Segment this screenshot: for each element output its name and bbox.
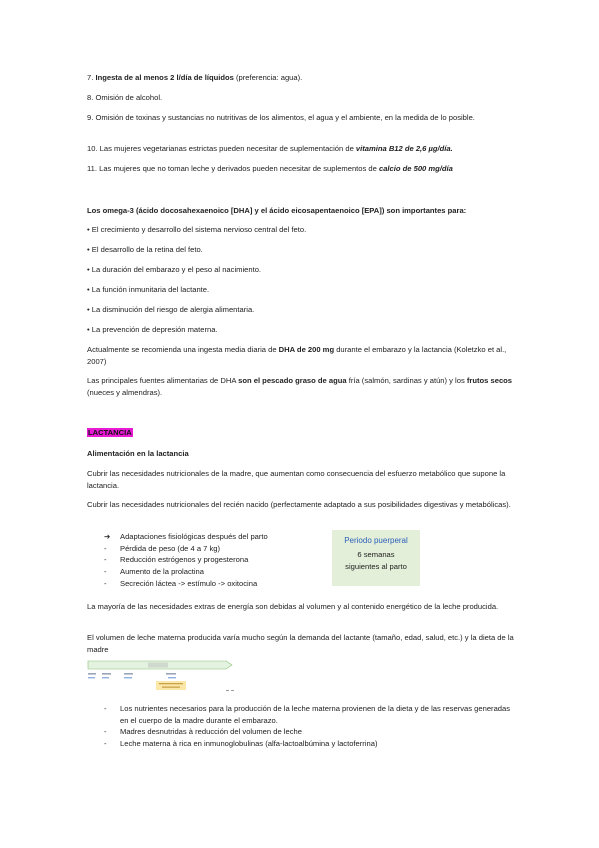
- lactancia-paragraph-1: Cubrir las necesidades nutricionales de la madre, que aumentan como consecuencia del esfuerzo metabólico que supone la lactancia.: [87, 469, 506, 490]
- list-item-text: Los nutrientes necesarios para la producción de la leche materna provienen de la dieta y de las reservas generadas en el cuerpo de la madre durante el embarazo.: [120, 704, 511, 725]
- adaptations-list: [104, 531, 268, 590]
- dash-marker: -: [104, 567, 107, 577]
- section-title: [87, 427, 517, 439]
- sources-pre: Las principales fuentes alimentarias de DHA: [87, 376, 239, 385]
- sources-bold2: frutos secos: [466, 376, 513, 385]
- sources-paragraph: [87, 375, 517, 398]
- dha-post: durante el embarazo y la lactancia (Koletzko et al., 2007): [87, 345, 507, 366]
- item-7: [87, 72, 517, 84]
- dash-marker: -: [104, 704, 107, 713]
- lactancia-paragraph-2: Cubrir las necesidades nutricionales del recién nacido (perfectamente adaptado a sus posibilidades digestivas y metabólicas).: [87, 500, 511, 509]
- item-7-bold: Ingesta de al menos 2 l/día de líquidos: [95, 73, 234, 82]
- list-item: [104, 531, 268, 543]
- sources-mid: fría (salmón, sardinas y atún) y los: [346, 376, 467, 385]
- section-subtitle: Alimentación en la lactancia: [87, 449, 189, 458]
- lactancia-paragraph-3: La mayoría de las necesidades extras de energía son debidas al volumen y al contenido energético de la leche producida.: [87, 602, 499, 611]
- omega-bullet: • La prevención de depresión materna.: [87, 325, 218, 334]
- sources-bold1: son el pescado graso de agua: [238, 376, 347, 385]
- dash-marker: -: [104, 555, 107, 565]
- lactancia-paragraph-4: El volumen de leche materna producida varía mucho según la demanda del lactante (tamaño, edad, salud, etc.) y la dieta de la madre: [87, 633, 514, 654]
- list-item: [104, 566, 268, 578]
- list-item: [104, 543, 268, 555]
- box-title: Periodo puerperal: [344, 536, 408, 545]
- omega-bullet: • La función inmunitaria del lactante.: [87, 285, 210, 294]
- lactancia-title: LACTANCIA: [88, 428, 132, 437]
- sources-post: (nueces y almendras).: [87, 387, 163, 397]
- dash-marker: -: [104, 727, 107, 736]
- milk-notes-list: [104, 703, 514, 749]
- omega-bullet: • El crecimiento y desarrollo del sistema nervioso central del feto.: [87, 225, 307, 234]
- arrow-icon: ➔: [104, 532, 111, 541]
- omega-heading: Los omega-3 (ácido docosahexaenoico [DHA] y el ácido eicosapentaenoico [EPA]) son importantes para:: [87, 206, 467, 215]
- dha-paragraph: [87, 344, 517, 367]
- omega-bullet: • La disminución del riesgo de alergia alimentaria.: [87, 305, 255, 314]
- list-item: [104, 726, 514, 738]
- milk-volume-diagram: [86, 660, 236, 694]
- list-item: [104, 578, 268, 590]
- dash-marker: -: [104, 543, 107, 553]
- omega-bullet: • El desarrollo de la retina del feto.: [87, 245, 203, 254]
- list-item-text: Aumento de la prolactina: [120, 567, 205, 577]
- item-10-bold: vitamina B12 de 2,6 µg/día.: [355, 144, 453, 153]
- list-item: [104, 703, 514, 726]
- dha-bold: DHA de 200 mg: [278, 345, 335, 354]
- omega-bullet: • La duración del embarazo y el peso al nacimiento.: [87, 265, 262, 274]
- box-line-2: siguientes al parto: [345, 562, 407, 571]
- puerperal-period-box: [332, 530, 420, 586]
- list-item: [104, 554, 268, 566]
- list-item: [104, 738, 514, 750]
- item-10-text: 10. Las mujeres vegetarianas estrictas pueden necesitar de suplementación de: [87, 144, 356, 153]
- item-9: 9. Omisión de toxinas y sustancias no nutritivas de los alimentos, el agua y el ambiente, en la medida de lo posible.: [87, 113, 475, 122]
- item-10: [87, 143, 517, 155]
- item-11-bold: calcio de 500 mg/día: [378, 164, 453, 173]
- item-11: [87, 163, 517, 175]
- item-7-num: 7.: [87, 73, 96, 82]
- list-item-text: Madres desnutridas à reducción del volumen de leche: [120, 727, 302, 736]
- dha-pre: Actualmente se recomienda una ingesta media diaria de: [87, 345, 279, 354]
- item-7-rest: (preferencia: agua).: [233, 73, 303, 82]
- item-8: 8. Omisión de alcohol.: [87, 93, 163, 102]
- list-item-text: Adaptaciones fisiológicas después del parto: [120, 532, 268, 541]
- box-line-1: 6 semanas: [357, 550, 395, 559]
- item-11-text: 11. Las mujeres que no toman leche y derivados pueden necesitar de suplementos de: [87, 164, 379, 173]
- list-item-text: Pérdida de peso (de 4 a 7 kg): [120, 543, 221, 553]
- dash-marker: -: [104, 738, 107, 748]
- dash-marker: -: [104, 578, 107, 588]
- list-item-text: Reducción estrógenos y progesterona: [120, 555, 249, 565]
- list-item-text: Secreción láctea -> estímulo -> oxitocina: [120, 578, 258, 588]
- list-item-text: Leche materna à rica en inmunoglobulinas (alfa-lactoalbúmina y lactoferrina): [120, 738, 378, 748]
